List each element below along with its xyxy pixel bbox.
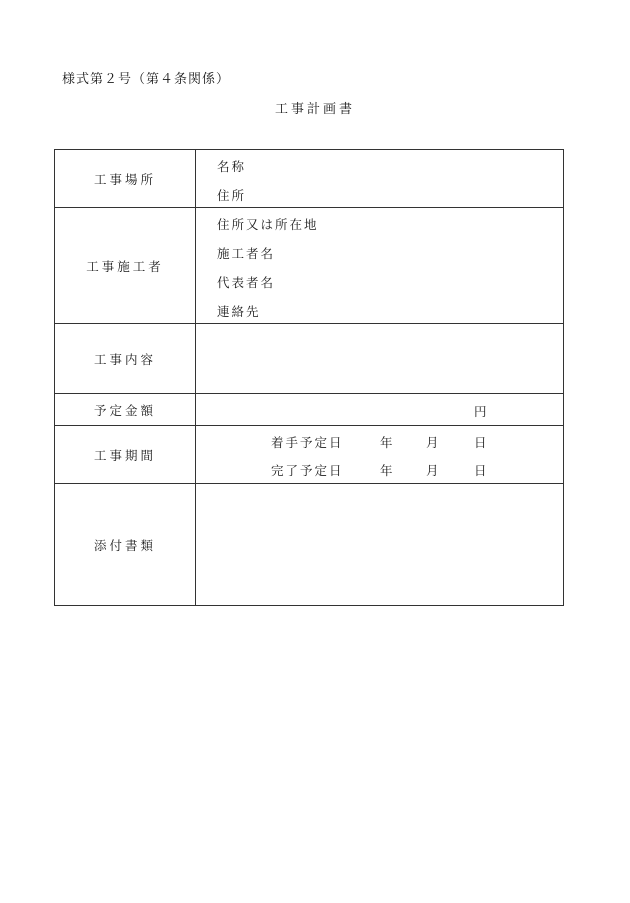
end-date-label: 完了予定日 bbox=[271, 463, 344, 478]
start-date-label: 着手予定日 bbox=[271, 435, 344, 450]
end-day-unit: 日 bbox=[474, 463, 489, 478]
start-month-unit: 月 bbox=[426, 435, 441, 450]
plan-table bbox=[54, 149, 564, 606]
field-contractor[interactable] bbox=[196, 208, 564, 324]
site-address-label: 住所 bbox=[217, 188, 247, 203]
yen-unit: 円 bbox=[474, 404, 489, 419]
row-site bbox=[55, 150, 564, 208]
start-day-unit: 日 bbox=[474, 435, 489, 450]
representative-name-label: 代表者名 bbox=[217, 275, 276, 290]
site-name-label: 名称 bbox=[217, 159, 247, 174]
field-attachments[interactable] bbox=[196, 484, 564, 606]
field-site[interactable] bbox=[196, 150, 564, 208]
contact-label: 連絡先 bbox=[217, 304, 261, 319]
start-year-unit: 年 bbox=[380, 435, 395, 450]
label-site: 工事場所 bbox=[55, 150, 196, 208]
row-content bbox=[55, 324, 564, 394]
label-amount: 予定金額 bbox=[55, 394, 196, 426]
document-title: 工事計画書 bbox=[274, 102, 355, 117]
label-content: 工事内容 bbox=[55, 324, 196, 394]
field-amount[interactable] bbox=[196, 394, 564, 426]
field-period[interactable] bbox=[196, 426, 564, 484]
label-period: 工事期間 bbox=[55, 426, 196, 484]
row-contractor bbox=[55, 208, 564, 324]
field-content[interactable] bbox=[196, 324, 564, 394]
end-year-unit: 年 bbox=[380, 463, 395, 478]
contractor-address-label: 住所又は所在地 bbox=[217, 217, 319, 232]
contractor-name-label: 施工者名 bbox=[217, 246, 276, 261]
form-number: 様式第２号（第４条関係） bbox=[62, 72, 231, 87]
row-amount bbox=[55, 394, 564, 426]
label-contractor: 工事施工者 bbox=[55, 208, 196, 324]
end-month-unit: 月 bbox=[426, 463, 441, 478]
row-attachments bbox=[55, 484, 564, 606]
row-period bbox=[55, 426, 564, 484]
label-attachments: 添付書類 bbox=[55, 484, 196, 606]
